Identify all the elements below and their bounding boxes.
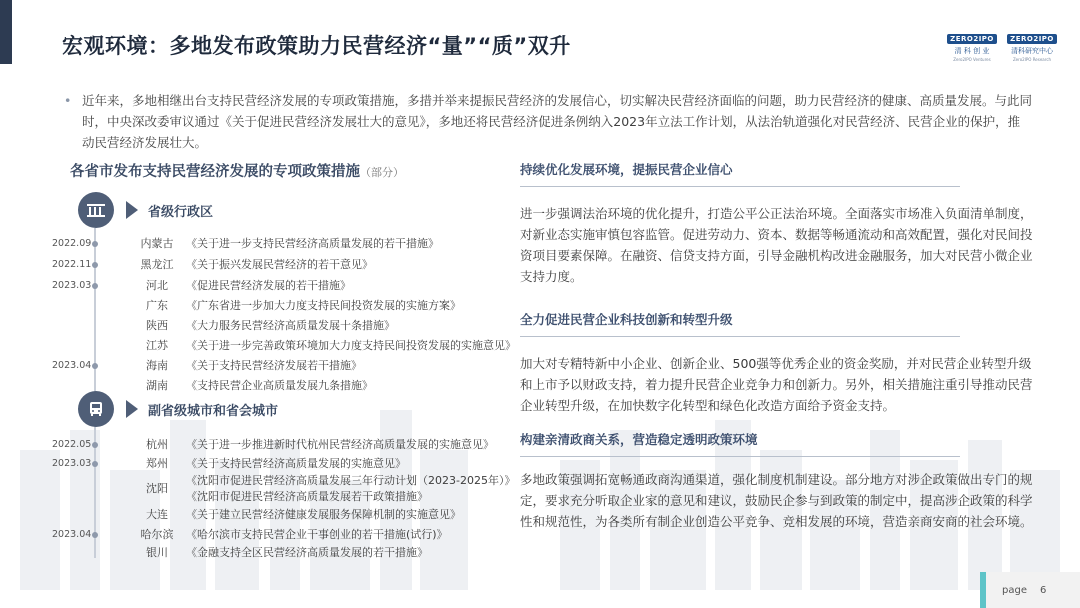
list-item xyxy=(52,506,512,524)
row-date: 2022.05 xyxy=(52,439,92,450)
left-section-heading xyxy=(70,160,404,181)
list-item xyxy=(52,337,516,355)
logo-wordmark: ZERO2IPO xyxy=(947,34,997,44)
city-bus-icon xyxy=(78,391,114,427)
timeline-dot xyxy=(92,442,98,448)
list-item xyxy=(52,526,512,544)
bullet-icon: • xyxy=(64,93,72,108)
left-heading-text: 各省市发布支持民营经济发展的专项政策措施 xyxy=(70,164,360,180)
section-title: 全力促进民营企业科技创新和转型升级 xyxy=(520,312,733,327)
list-item xyxy=(52,455,512,473)
timeline-dot xyxy=(92,262,98,268)
category-label: 副省级城市和省会城市 xyxy=(148,403,279,419)
row-region: 大连 xyxy=(146,508,168,521)
list-item xyxy=(52,357,512,375)
row-policy: 《关于支持民营经济高质量发展的实施意见》 xyxy=(186,457,406,470)
list-item xyxy=(52,317,512,335)
list-item xyxy=(52,256,512,274)
section-divider xyxy=(520,456,960,457)
chevron-right-icon xyxy=(126,201,138,219)
row-policy: 《沈阳市促进民营经济高质量发展若干政策措施》 xyxy=(186,490,428,503)
timeline-dot xyxy=(92,241,98,247)
right-section-environment xyxy=(520,160,1040,287)
row-policy: 《支持民营企业高质量发展九条措施》 xyxy=(186,379,373,392)
section-text: 进一步强调法治环境的优化提升，打造公平公正法治环境。全面落实市场准入负面清单制度，对新业态实施审慎包容监管。促进劳动力、资本、数据等畅通流动和高效配置，强化对民间投资项目要素保障。在融资、信贷支持方面，引导金融机构改进金融服务，加大对民营小微企业支持力度。 xyxy=(520,206,1033,284)
row-date: 2023.04 xyxy=(52,360,92,371)
section-divider xyxy=(520,186,960,187)
government-building-icon xyxy=(78,192,114,228)
timeline-dot xyxy=(92,461,98,467)
row-policy: 《沈阳市促进民营经济高质量发展三年行动计划（2023-2025年）》 xyxy=(186,474,516,487)
row-date: 2023.03 xyxy=(52,280,92,291)
timeline-dot xyxy=(92,363,98,369)
right-section-innovation xyxy=(520,310,1040,416)
list-item xyxy=(52,482,512,506)
section-divider xyxy=(520,336,960,337)
row-region: 海南 xyxy=(146,359,168,372)
category-provincial xyxy=(78,192,213,228)
row-policy: 《关于振兴发展民营经济的若干意见》 xyxy=(186,258,373,271)
row-policy: 《广东省进一步加大力度支持民间投资发展的实施方案》 xyxy=(186,299,461,312)
row-region: 杭州 xyxy=(146,438,168,451)
list-item xyxy=(52,277,512,295)
page-label: page xyxy=(1002,585,1027,596)
row-policy: 《关于进一步支持民营经济高质量发展的若干措施》 xyxy=(186,237,439,250)
intro-text: 近年来，多地相继出台支持民营经济发展的专项政策措施，多措并举来提振民营经济的发展信心，切实解决民营经济面临的问题，助力民营经济的健康、高质量发展。与此同时，中央深改委审议通过《关于促进民营经济发展壮大的意见》，多地还将民营经济促进条例纳入2023年立法工作计划，从法治轨道强化对民营经济、民营企业的保护，推动民营经济发展壮大。 xyxy=(82,93,1033,150)
left-heading-note: （部分） xyxy=(360,166,404,179)
row-policy: 《促进民营经济发展的若干措施》 xyxy=(186,279,351,292)
list-item xyxy=(52,235,512,253)
row-date: 2023.03 xyxy=(52,458,92,469)
logo-cn-name: 清科研究中心 xyxy=(1011,47,1053,55)
list-item xyxy=(52,544,512,562)
section-text: 加大对专精特新中小企业、创新企业、500强等优秀企业的资金奖励，并对民营企业转型升级和上市予以财政支持，着力提升民营企业竞争力和创新力。另外，相关措施注重引导推动民营企业转型升级，在加快数字化转型和绿色化改造方面给予资金支持。 xyxy=(520,356,1033,413)
timeline-dot xyxy=(92,532,98,538)
zero2ipo-ventures-logo xyxy=(948,34,996,62)
row-date: 2022.09 xyxy=(52,238,92,249)
row-policy: 《哈尔滨市支持民营企业干事创业的若干措施(试行)》 xyxy=(186,528,448,541)
logo-en-name: Zero2IPO Ventures xyxy=(953,57,991,62)
row-region: 黑龙江 xyxy=(140,258,174,271)
row-region: 沈阳 xyxy=(146,482,168,495)
zero2ipo-research-logo xyxy=(1008,34,1056,62)
row-region: 银川 xyxy=(146,546,168,559)
row-policy: 《关于建立民营经济健康发展服务保障机制的实施意见》 xyxy=(186,508,461,521)
section-title: 持续优化发展环境，提振民营企业信心 xyxy=(520,162,733,177)
row-region: 江苏 xyxy=(146,339,168,352)
right-section-government-relations xyxy=(520,430,1040,532)
row-policy: 《关于进一步完善政策环境加大力度支持民间投资发展的实施意见》 xyxy=(186,339,516,352)
page-title: 宏观环境：多地发布政策助力民营经济“量”“质”双升 xyxy=(62,34,571,58)
logo-cn-name: 清 科 创 业 xyxy=(954,47,990,55)
logo-group xyxy=(948,34,1056,62)
row-region: 广东 xyxy=(146,299,168,312)
category-cities xyxy=(78,391,278,427)
row-date: 2022.11 xyxy=(52,259,92,270)
list-item xyxy=(52,297,512,315)
logo-wordmark: ZERO2IPO xyxy=(1007,34,1057,44)
row-region: 哈尔滨 xyxy=(140,528,174,541)
row-policy: 《大力服务民营经济高质量发展十条措施》 xyxy=(186,319,395,332)
row-region: 内蒙古 xyxy=(140,237,174,250)
section-title: 构建亲清政商关系，营造稳定透明政策环境 xyxy=(520,432,758,447)
logo-en-name: Zero2IPO Research xyxy=(1012,57,1052,62)
row-region: 湖南 xyxy=(146,379,168,392)
list-item xyxy=(52,436,512,454)
footer-background xyxy=(986,572,1080,608)
row-policy: 《关于进一步推进新时代杭州民营经济高质量发展的实施意见》 xyxy=(186,438,494,451)
intro-paragraph xyxy=(64,90,1032,153)
chevron-right-icon xyxy=(126,400,138,418)
section-text: 多地政策强调拓宽畅通政商沟通渠道，强化制度机制建设。部分地方对涉企政策做出专门的规定，要求充分听取企业家的意见和建议，鼓励民企参与到政策的制定中，提高涉企政策的科学性和规范性，为各类所有制企业创造公平竞争、竞相发展的环境，营造亲商安商的社会环境。 xyxy=(520,472,1033,529)
row-date: 2023.04 xyxy=(52,529,92,540)
row-region: 郑州 xyxy=(146,457,168,470)
page-number: 6 xyxy=(1040,585,1047,596)
row-region: 陕西 xyxy=(146,319,168,332)
timeline-dot xyxy=(92,283,98,289)
header-accent-bar xyxy=(0,0,12,64)
category-label: 省级行政区 xyxy=(148,204,214,220)
row-region: 河北 xyxy=(146,279,168,292)
row-policy: 《金融支持全区民营经济高质量发展的若干措施》 xyxy=(186,546,428,559)
row-policy: 《关于支持民营经济发展若干措施》 xyxy=(186,359,362,372)
